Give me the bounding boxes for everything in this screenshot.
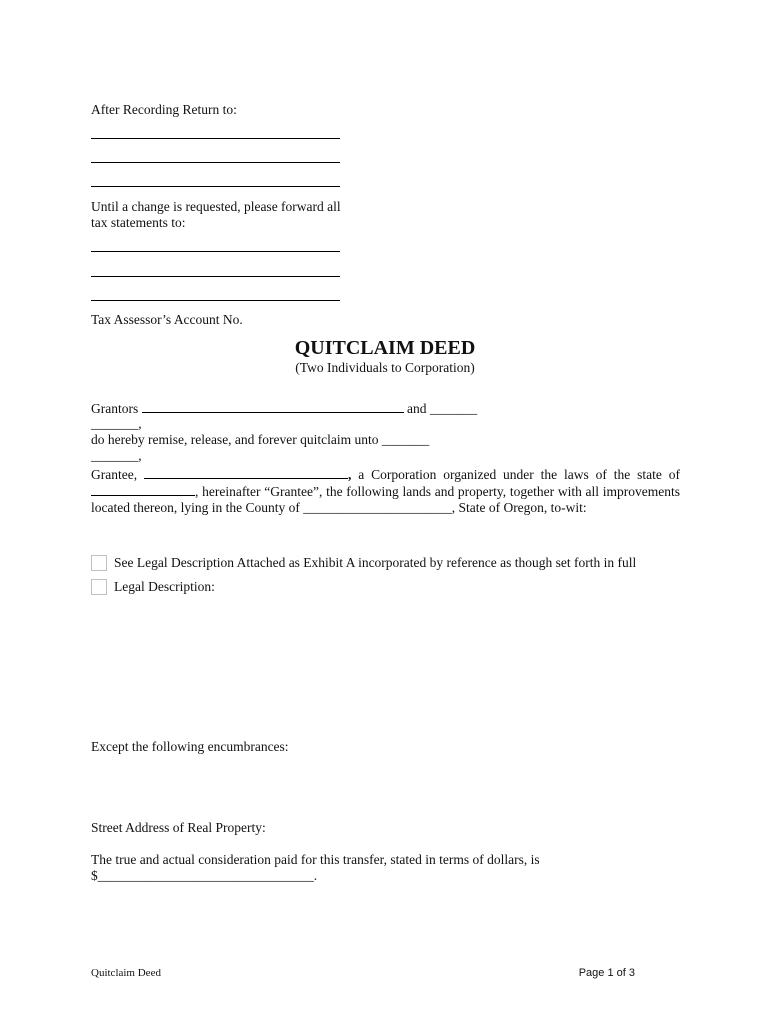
exhibit-checkbox[interactable]: [91, 555, 107, 571]
document-subtitle: (Two Individuals to Corporation): [295, 360, 475, 375]
grantors-and: and: [407, 401, 427, 416]
document-title: QUITCLAIM DEED: [294, 337, 476, 359]
consideration-amount-field[interactable]: $________________________________.: [91, 868, 318, 883]
tax-label-line-2: tax statements to:: [91, 215, 186, 230]
return-line-2[interactable]: [91, 162, 340, 163]
account-label: Tax Assessor’s Account No.: [91, 312, 243, 327]
consideration-text: The true and actual consideration paid for this transfer, stated in terms of dollars, is: [91, 852, 540, 867]
return-line-1[interactable]: [91, 138, 340, 139]
grantor-1-field[interactable]: [142, 400, 404, 413]
remise-text: do hereby remise, release, and forever quitclaim unto: [91, 432, 379, 447]
grantor-2-field[interactable]: _______: [429, 401, 478, 416]
exhibit-label: See Legal Description Attached as Exhibit A incorporated by reference as though set forth in full: [114, 555, 637, 570]
grantee-comma: ,: [347, 467, 352, 482]
state-oregon-text: , State of Oregon, to-wit:: [451, 500, 587, 515]
tax-line-1[interactable]: [91, 251, 340, 252]
quitclaim-unto-field[interactable]: _______: [381, 432, 430, 447]
remise-line: [91, 432, 680, 448]
legal-description-checkbox[interactable]: [91, 579, 107, 595]
legal-description-label: Legal Description:: [114, 579, 215, 594]
tax-line-3[interactable]: [91, 300, 340, 301]
return-to-label: After Recording Return to:: [91, 102, 237, 117]
county-field[interactable]: ______________________: [303, 500, 452, 515]
state-field[interactable]: [91, 483, 195, 496]
tax-line-2[interactable]: [91, 276, 340, 277]
footer-title: Quitclaim Deed: [91, 967, 161, 979]
grantors-line: [91, 400, 680, 417]
grantee-name-field[interactable]: [144, 466, 348, 479]
tax-statement-label: [91, 199, 341, 231]
grantee-paragraph: [91, 466, 680, 516]
page-number: Page 1 of 3: [578, 967, 635, 979]
encumbrances-label: Except the following encumbrances:: [91, 739, 289, 754]
return-line-3[interactable]: [91, 186, 340, 187]
remise-line-2[interactable]: _______,: [91, 448, 142, 463]
street-address-label: Street Address of Real Property:: [91, 820, 266, 835]
grantors-prefix: Grantors: [91, 401, 139, 416]
corporation-text: a Corporation organized under the laws of the state of: [358, 467, 680, 482]
grantors-line-2[interactable]: _______,: [91, 416, 142, 431]
hereinafter-text: , hereinafter “Grantee”, the following lands and property, together with all improvements located thereon, lying in the County of: [91, 484, 680, 515]
grantee-prefix: Grantee,: [91, 467, 138, 482]
tax-label-line-1: Until a change is requested, please forward all: [91, 199, 341, 214]
